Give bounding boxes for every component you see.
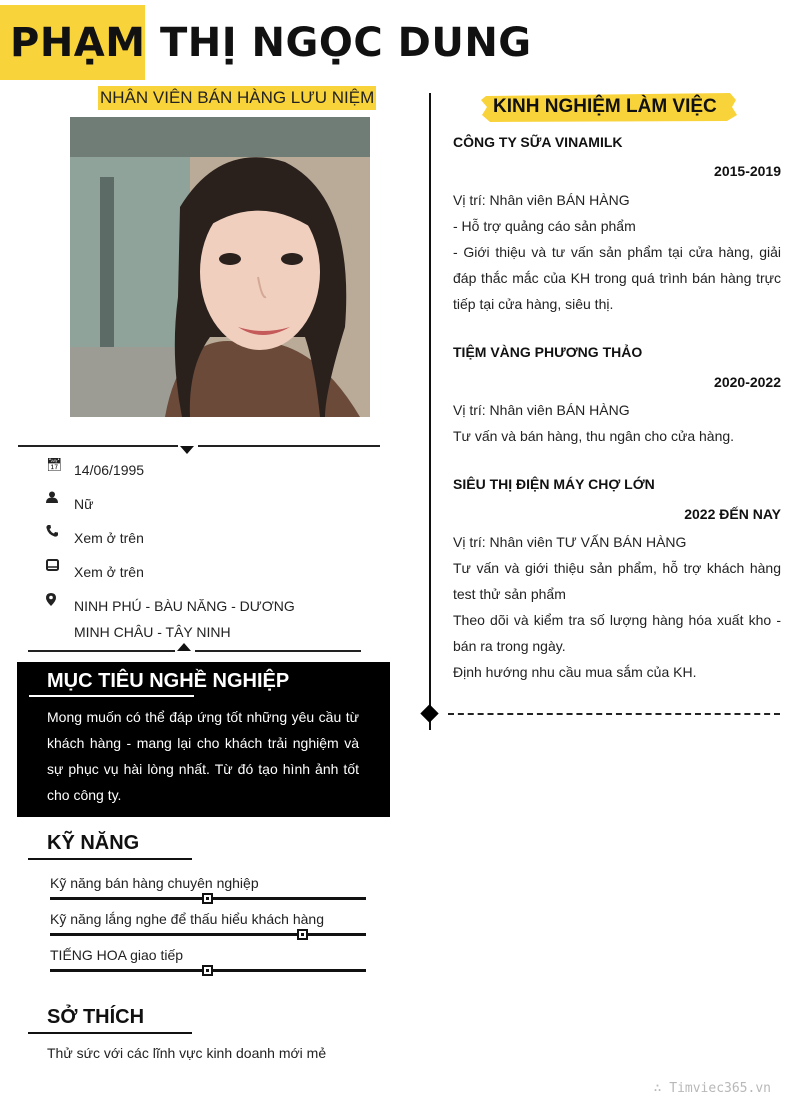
skill-label: Kỹ năng lắng nghe để thấu hiểu khách hàng xyxy=(50,911,325,927)
skill-label: TIẾNG HOA giao tiếp xyxy=(50,947,184,963)
objective-underline xyxy=(29,695,194,697)
hobbies-underline xyxy=(28,1032,192,1034)
objective-section xyxy=(17,662,390,817)
divider-marker-up-icon xyxy=(177,643,191,651)
company-name: CÔNG TY SỮA VINAMILK xyxy=(453,134,623,150)
job-detail: Vị trí: Nhân viên BÁN HÀNG xyxy=(453,192,630,208)
work-period: 2015-2019 xyxy=(714,163,781,179)
skills-underline xyxy=(28,858,192,860)
gender-value: Nữ xyxy=(74,496,94,512)
phone-value: Xem ở trên xyxy=(74,530,144,546)
company-name: SIÊU THỊ ĐIỆN MÁY CHỢ LỚN xyxy=(453,476,655,492)
divider-right xyxy=(198,445,380,447)
job-detail: - Giới thiệu và tư vấn sản phẩm tại cửa hàng, giải đáp thắc mắc của KH trong quá trình bán hàng trực tiếp tại cửa hàng, siêu thị. xyxy=(453,244,781,312)
divider-right-2 xyxy=(195,650,361,652)
email-icon xyxy=(46,559,74,574)
info-address xyxy=(46,593,336,645)
job-detail: Tư vấn và bán hàng, thu ngân cho cửa hàng. xyxy=(453,428,735,444)
job-detail: Vị trí: Nhân viên BÁN HÀNG xyxy=(453,402,630,418)
job-detail: - Hỗ trợ quảng cáo sản phẩm xyxy=(453,218,636,234)
profile-photo xyxy=(70,117,370,417)
skills-title: KỸ NĂNG xyxy=(47,832,140,854)
hobbies-text: Thử sức với các lĩnh vực kinh doanh mới mẻ xyxy=(47,1045,327,1061)
skill-level-marker xyxy=(202,965,213,976)
skill-label: Kỹ năng bán hàng chuyên nghiệp xyxy=(50,875,259,891)
work-period: 2022 ĐẾN NAY xyxy=(684,506,781,522)
info-phone xyxy=(46,525,144,551)
skill-level-marker xyxy=(202,893,213,904)
phone-icon xyxy=(46,525,74,540)
info-birthday xyxy=(46,457,144,483)
location-pin-icon xyxy=(46,593,74,609)
timeline-dashed-line xyxy=(448,713,780,715)
objective-text: Mong muốn có thể đáp ứng tốt những yêu cầu từ khách hàng - mang lại cho khách trải nghiệm và sự phục vụ hài lòng nhất. Từ đó tạo hình ảnh tốt cho công ty. xyxy=(47,709,359,803)
divider-left-2 xyxy=(28,650,175,652)
skill-level-marker xyxy=(297,929,308,940)
job-detail: Định hướng nhu cầu mua sắm của KH. xyxy=(453,664,697,680)
candidate-name: PHẠM THỊ NGỌC DUNG xyxy=(10,20,532,66)
divider-left xyxy=(18,445,178,447)
site-watermark: ∴ Timviec365.vn xyxy=(653,1081,771,1096)
email-value: Xem ở trên xyxy=(74,564,144,580)
skill-bar xyxy=(50,933,366,936)
work-period: 2020-2022 xyxy=(714,374,781,390)
info-email xyxy=(46,559,144,585)
divider-marker-icon xyxy=(180,446,194,454)
objective-title: MỤC TIÊU NGHỀ NGHIỆP xyxy=(47,670,290,692)
hobbies-title: SỞ THÍCH xyxy=(47,1006,145,1028)
birthday-value: 14/06/1995 xyxy=(74,462,145,478)
experience-title: KINH NGHIỆM LÀM VIỆC xyxy=(493,96,717,117)
timeline-line xyxy=(429,93,431,730)
job-title: NHÂN VIÊN BÁN HÀNG LƯU NIỆM xyxy=(98,86,376,110)
calendar-icon: 📅︎ xyxy=(46,457,63,472)
company-name: TIỆM VÀNG PHƯƠNG THẢO xyxy=(453,344,643,360)
job-detail: Tư vấn và giới thiệu sản phẩm, hỗ trợ khách hàng test thử sản phẩm xyxy=(453,560,781,602)
timeline-end-diamond-icon xyxy=(420,704,438,722)
user-icon xyxy=(46,491,74,506)
info-gender xyxy=(46,491,93,517)
job-detail: Vị trí: Nhân viên TƯ VẤN BÁN HÀNG xyxy=(453,534,687,550)
job-detail: Theo dõi và kiểm tra số lượng hàng hóa xuất kho - bán ra trong ngày. xyxy=(453,612,781,654)
address-value: NINH PHÚ - BÀU NĂNG - DƯƠNG MINH CHÂU - TÂY NINH xyxy=(74,598,295,640)
